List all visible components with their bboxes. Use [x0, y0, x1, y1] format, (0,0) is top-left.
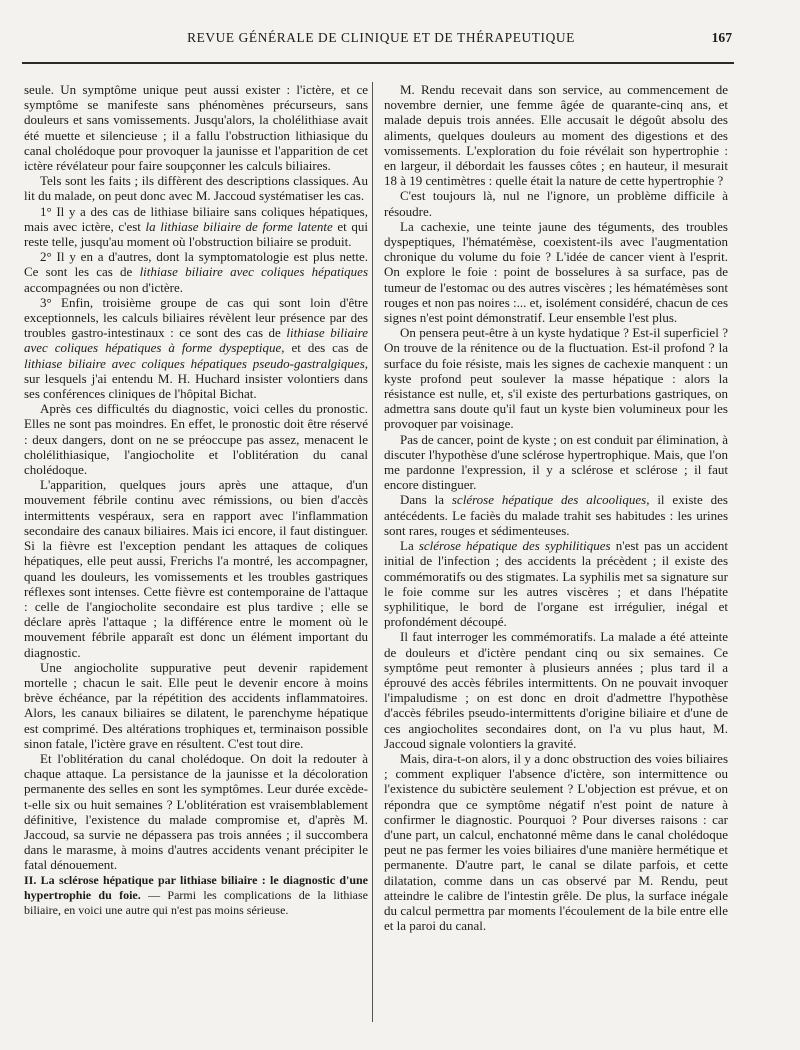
paragraph: L'apparition, quelques jours après une attaque, d'un mouvement fébrile continu avec rémissions, ou bien d'accès intermittents vespéraux, sera en rapport avec l'inflammation secondaire des canaux biliaires. Mais ici encore, il faut distinguer. Si la fièvre est l'exception pendant les attaques de coliques hépatiques, elle peut aussi, Frerichs l'a montré, les accompagner, quand les douleurs, les vomissements et les troubles gastriques réflexes sont intenses. Cette fièvre est contemporaine de l'attaque : celle de l'angiocholite secondaire est plus tardive ; elle se déclare après l'attaque ; la différence entre le moment où le mouvement fébrile apparaît est donc un élément important du diagnostic.	[24, 477, 368, 660]
paragraph: M. Rendu recevait dans son service, au commencement de novembre dernier, une femme âgée de quarante-cinq ans, et malade depuis trois années. Elle accusait le dégoût absolu des aliments, quelques douleurs au moment des digestions et des vomissements. L'exploration du foie révélait son hypertrophie : en largeur, il débordait les fausses côtes ; en hauteur, il mesurait 18 à 19 centimètres : quelle était la nature de cette hypertrophie ?	[384, 82, 728, 189]
right-column	[384, 82, 728, 1022]
running-header	[26, 30, 732, 50]
paragraph: 2° Il y en a d'autres, dont la symptomatologie est plus nette. Ce sont les cas de lithiase biliaire avec coliques hépatiques accompagnées ou non d'ictère.	[24, 249, 368, 295]
paragraph: Tels sont les faits ; ils diffèrent des descriptions classiques. Au lit du malade, on peut donc avec M. Jaccoud systématiser les cas.	[24, 173, 368, 204]
paragraph: 3° Enfin, troisième groupe de cas qui sont loin d'être exceptionnels, les calculs biliaires révèlent leur présence par des troubles gastro-intestinaux : ce sont des cas de lithiase biliaire avec coliques hépatiques à forme dyspeptique, et des cas de lithiase biliaire avec coliques hépatiques pseudo-gastralgiques, sur lesquels j'ai entendu M. H. Huchard insister volontiers dans ses conférences cliniques de l'hôpital Bichat.	[24, 294, 368, 402]
paragraph: La cachexie, une teinte jaune des téguments, des troubles dyspeptiques, l'hématémèse, coexistent-ils avec l'augmentation chronique du volume du foie ? L'idée de cancer vient à l'esprit. On explore le foie : point de bosselures à sa surface, pas de tumeur de l'estomac ou des autres viscères ; les hématémèses sont rouges et non pas noires :... et, isolément considéré, chacun de ces signes n'est point démonstratif. Leur ensemble l'est plus.	[384, 218, 728, 326]
paragraph: seule. Un symptôme unique peut aussi exister : l'ictère, et ce symptôme se manifeste sans phénomènes précurseurs, sans douleurs et sans vomissements. Jusqu'alors, la cholélithiase avait été muette et silencieuse ; il a fallu l'obstruction lithiasique du canal cholédoque pour provoquer la jaunisse et l'apparition de cet ictère révélateur pour faire soupçonner les calculs biliaires.	[24, 82, 368, 174]
header-rule	[22, 62, 734, 64]
left-column	[24, 82, 368, 1022]
paragraph: Mais, dira-t-on alors, il y a donc obstruction des voies biliaires ; comment expliquer l'absence d'ictère, son intermittence ou l'existence du subictère seulement ? L'objection est prévue, et on répondra que ce symptôme négatif n'est point de nature à confirmer le diagnostic. Pourquoi ? Pour diverses raisons : car d'une part, un calcul, enchatonné même dans le canal cholédoque peut ne pas fermer les voies biliaires d'une manière hermétique et permanente. D'autre part, le canal se dilate parfois, et cette dilatation, comme dans un cas observé par M. Rendu, peut atteindre le calibre de l'intestin grêle. De plus, la surface inégale du calcul permettra par moments l'écoulement de la bile entre elle et la paroi du canal.	[384, 750, 728, 934]
journal-title: REVUE GÉNÉRALE DE CLINIQUE ET DE THÉRAPEUTIQUE	[187, 30, 575, 45]
page-number: 167	[711, 30, 732, 45]
paragraph: Pas de cancer, point de kyste ; on est conduit par élimination, à discuter l'hypothèse d'une sclérose hypertrophique. Mais, que l'on me pardonne l'expression, il y a sclérose et sclérose ; il faut encore distinguer.	[384, 431, 728, 493]
column-divider	[372, 82, 373, 1022]
section-heading: II. La sclérose hépatique par lithiase biliaire : le diagnostic d'une hypertrophie du foie.	[24, 872, 368, 902]
paragraph: Après ces difficultés du diagnostic, voici celles du pronostic. Elles ne sont pas moindres. En effet, le pronostic doit être réservé : deux dangers, dont on ne se préoccupe pas assez, menacent le cholélithiasique, l'angiocholite et l'oblitération du canal cholédoque.	[24, 401, 368, 478]
paragraph: Dans la sclérose hépatique des alcooliques, il existe des antécédents. Le faciès du malade trahit ses habitudes : les urines sont rares, rouges et sédimenteuses.	[384, 492, 728, 538]
paragraph: 1° Il y a des cas de lithiase biliaire sans coliques hépatiques, mais avec ictère, c'est la lithiase biliaire de forme latente et qui reste telle, jusqu'au moment où l'obstruction biliaire se produit.	[24, 203, 368, 250]
paragraph: C'est toujours là, nul ne l'ignore, un problème difficile à résoudre.	[384, 188, 728, 219]
paragraph: Et l'oblitération du canal cholédoque. On doit la redouter à chaque attaque. La persistance de la jaunisse et la décoloration permanente des selles en sont les symptômes. Leur durée excède-t-elle six ou huit semaines ? L'oblitération est vraisemblablement définitive, l'existence du malade compromise et, d'après M. Jaccoud, sa survie ne dépassera pas trois années ; il succombera dans le marasme, à moins d'autres accidents venant précipiter le fatal dénouement.	[24, 750, 368, 873]
paragraph: On pensera peut-être à un kyste hydatique ? Est-il superficiel ? On trouve de la rénitence ou de la fluctuation. Est-il profond ? la surface du foie résiste, mais les signes de cachexie manquent : un kyste profond peut soulever la masse hépatique : alors la résistance est nulle, et, s'il existe des perturbations gastriques, on admettra sans doute qu'il faut un kyste bien volumineux pour les provoquer par voisinage.	[384, 325, 728, 432]
paragraph: Il faut interroger les commémoratifs. La malade a été atteinte de douleurs et d'ictère pendant cinq ou six semaines. Ce symptôme peut remonter à plusieurs années ; plus tard il a éprouvé des accès fébriles intermittents. On ne pouvait invoquer l'impaludisme ; on est donc en droit d'admettre l'hypothèse d'accès fébriles pseudo-intermittents d'origine biliaire et d'une de ces angiocholites secondaires dont, on l'a vu plus haut, M. Jaccoud signale volontiers la gravité.	[384, 629, 728, 751]
section-heading-paragraph: II. La sclérose hépatique par lithiase biliaire : le diagnostic d'une hypertrophie du foie. — Parmi les complications de la lithiase biliaire, en voici une autre qui n'est pas moins sérieuse.	[24, 872, 368, 917]
paragraph: Une angiocholite suppurative peut devenir rapidement mortelle ; chacun le sait. Elle peut le devenir encore à moins brève échéance, par la répétition des accidents inflammatoires. Alors, les canaux biliaires se dilatent, le parenchyme hépatique est comprimé. Des altérations trophiques et, terminaison possible sinon fatale, l'ictère grave en résultent. C'est tout dire.	[24, 659, 368, 751]
paragraph: La sclérose hépatique des syphilitiques n'est pas un accident initial de l'infection ; des accidents la précèdent ; il existe des commémoratifs ou des stigmates. La syphilis met sa signature sur le foie comme sur les autres viscères ; et dans l'hépatite syphilitique, le bord de l'organe est irrégulier, inégal et profondément découpé.	[384, 538, 728, 630]
